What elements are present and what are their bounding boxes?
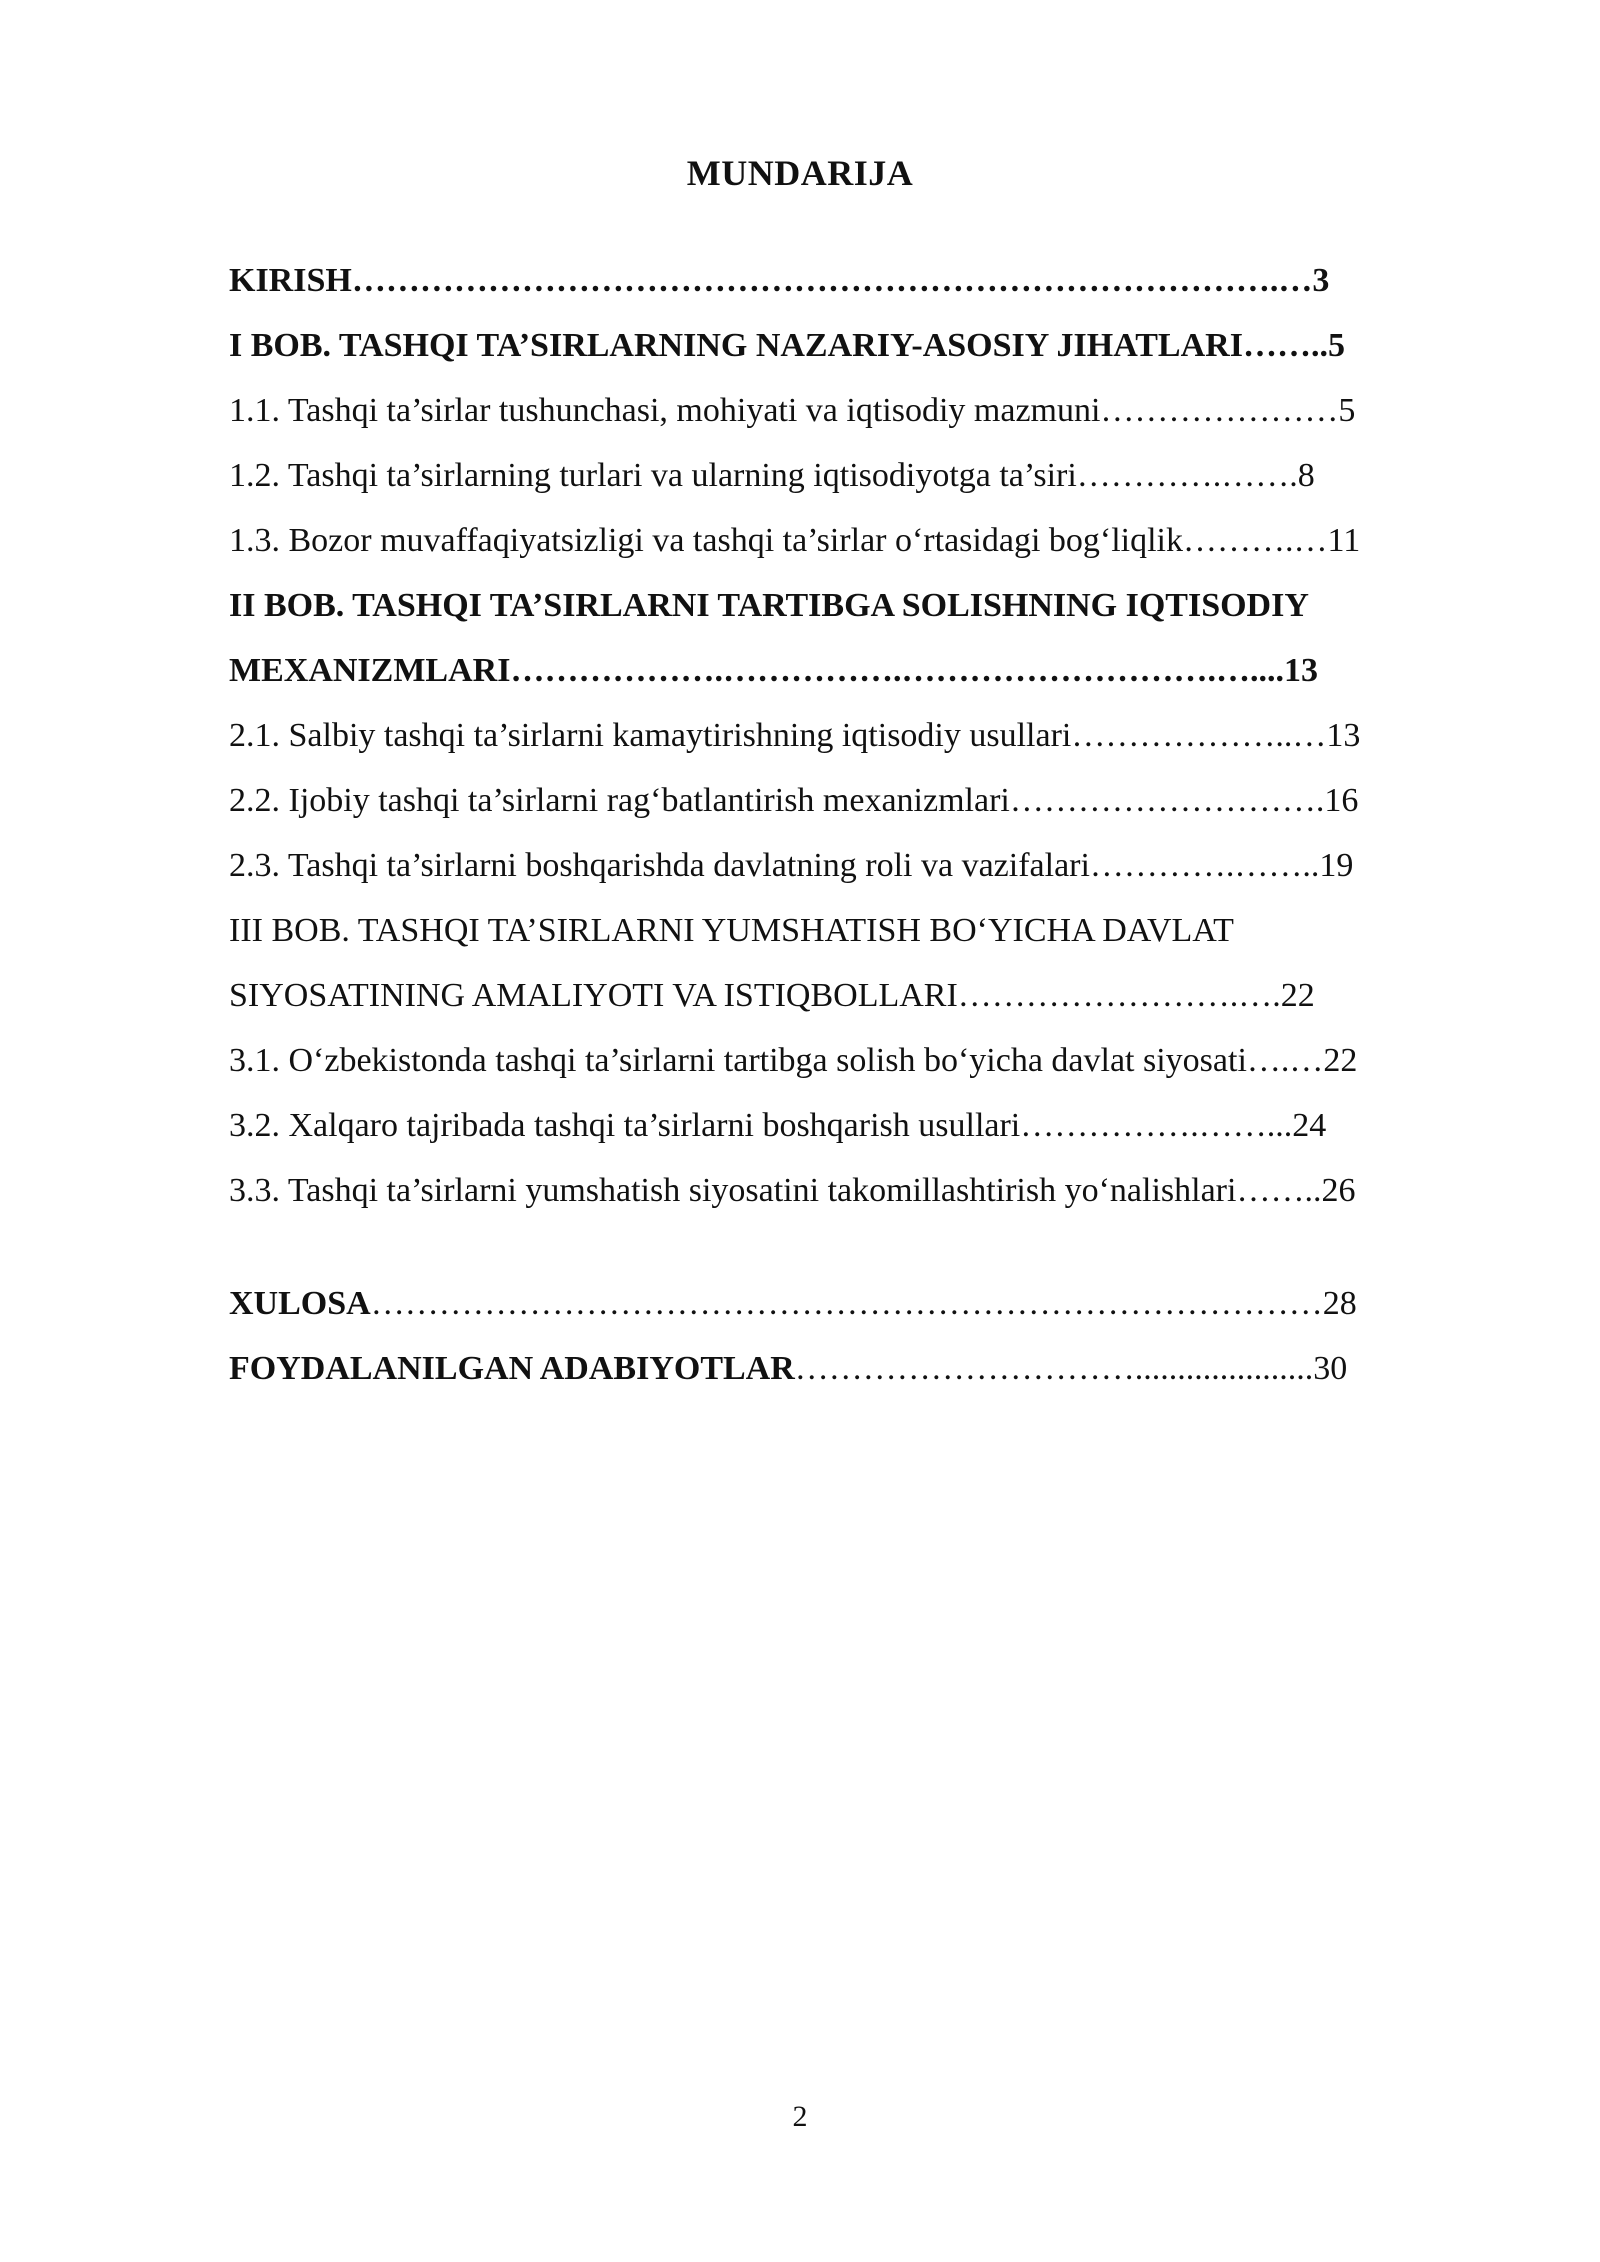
toc-entry-chapter-3-line-2: SIYOSATINING AMALIYOTI VA ISTIQBOLLARI…………………….….22 [229, 977, 1315, 1014]
toc-entry-adabiyotlar-label: FOYDALANILGAN ADABIYOTLAR [229, 1350, 795, 1387]
toc-entry-chapter-2-line-1: II BOB. TASHQI TA’SIRLARNI TARTIBGA SOLISHNING IQTISODIY [229, 587, 1309, 624]
toc-entry-xulosa [229, 1271, 1491, 1336]
toc-entry-section-1-2: 1.2. Tashqi ta’sirlarning turlari va ularning iqtisodiyotga ta’siri………….…….8 [229, 457, 1315, 494]
toc-entry-section-3-3: 3.3. Tashqi ta’sirlarni yumshatish siyosatini takomillashtirish yo‘nalishlari……..26 [229, 1172, 1356, 1209]
toc-entry-section-2-1: 2.1. Salbiy tashqi ta’sirlarni kamaytirishning iqtisodiy usullari………………..…13 [229, 717, 1361, 754]
toc-entry-section-3-1: 3.1. O‘zbekistonda tashqi ta’sirlarni tartibga solish bo‘yicha davlat siyosati….…22 [229, 1042, 1358, 1079]
toc-entry-section-2-2: 2.2. Ijobiy tashqi ta’sirlarni rag‘batlantirish mexanizmlari……………………….16 [229, 782, 1359, 819]
toc-entry-section-1-1: 1.1. Tashqi ta’sirlar tushunchasi, mohiyati va iqtisodiy mazmuni…………………5 [229, 392, 1356, 429]
toc-entry-adabiyotlar [229, 1336, 1491, 1401]
toc-entry-chapter-3-line-1: III BOB. TASHQI TA’SIRLARNI YUMSHATISH BO‘YICHA DAVLAT [229, 912, 1234, 949]
page-number: 2 [792, 2100, 808, 2133]
toc-spacer [229, 1223, 1491, 1271]
toc-entry-xulosa-label: XULOSA [229, 1285, 371, 1322]
toc-entry-section-2-3: 2.3. Tashqi ta’sirlarni boshqarishda davlatning roli va vazifalari………….……..19 [229, 847, 1354, 884]
toc-entry-chapter-2-line-2: MEXANIZMLARI……………….…………….……………………….…....13 [229, 652, 1318, 689]
table-of-contents [229, 248, 1491, 1401]
toc-entry-xulosa-leader: …………………………………………………………………………28 [370, 1285, 1357, 1322]
toc-entry-kirish: KIRISH……………………………………………………………………….…3 [229, 262, 1330, 299]
toc-entry-section-3-2: 3.2. Xalqaro tajribada tashqi ta’sirlarni boshqarish usullari…………….……...24 [229, 1107, 1327, 1144]
toc-heading: MUNDARIJA [686, 153, 914, 193]
toc-entry-chapter-1: I BOB. TASHQI TA’SIRLARNING NAZARIY-ASOSIY JIHATLARI……..5 [229, 327, 1345, 364]
toc-entry-section-1-3: 1.3. Bozor muvaffaqiyatsizligi va tashqi ta’sirlar o‘rtasidagi bog‘liqlik……….…11 [229, 522, 1361, 559]
toc-entry-adabiyotlar-leader: ………………………….....................30 [794, 1350, 1348, 1387]
